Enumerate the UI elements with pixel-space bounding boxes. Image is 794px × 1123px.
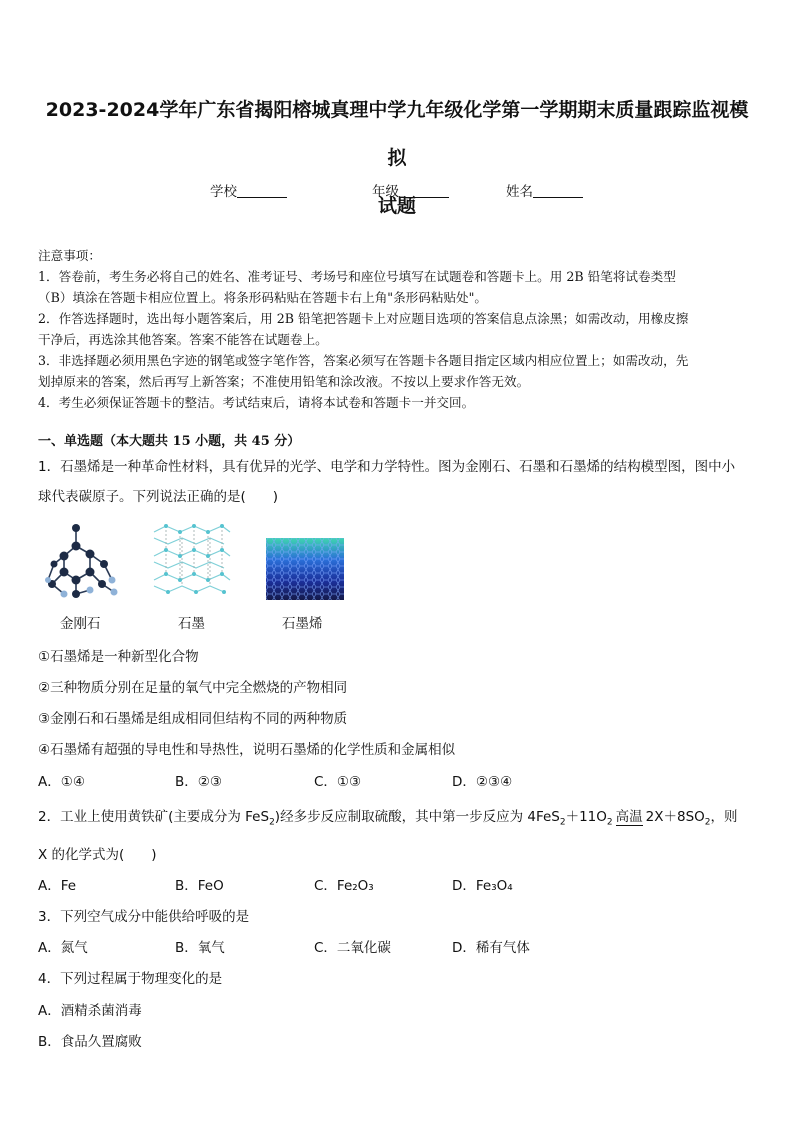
name-blank[interactable] (533, 183, 583, 198)
q2-options (38, 874, 758, 896)
title-line-1: 2023-2024学年广东省揭阳榕城真理中学九年级化学第一学期期末质量跟踪监视模拟 (45, 99, 749, 169)
q2-option-c[interactable]: C．Fe₂O₃ (314, 878, 374, 894)
notes-block (38, 245, 758, 413)
notes-line: （B）填涂在答题卡相应位置上。将条形码粘贴在答题卡右上角"条形码粘贴处"。 (38, 290, 488, 305)
q2-sub: 2 (269, 817, 275, 828)
school-blank[interactable] (237, 183, 287, 198)
notes-line: 1．答卷前，考生务必将自己的姓名、准考证号、考场号和座位号填写在试题卷和答题卡上。用 2B 铅笔将试卷类型 (38, 269, 676, 284)
q2-text-mid: )经多步反应制取硫酸，其中第一步反应为 4FeS (274, 809, 560, 825)
question-2-stem (38, 805, 758, 828)
figure-label-graphite: 石墨 (178, 616, 205, 632)
page-title (40, 86, 754, 230)
q2-line-2: X 的化学式为( ) (38, 847, 157, 863)
section-heading: 一、单选题（本大题共 15 小题，共 45 分） (38, 434, 301, 449)
figure-label-graphene: 石墨烯 (282, 616, 323, 632)
reaction-condition: 高温 (615, 809, 643, 825)
q1-statement-3: ③金刚石和石墨烯是组成相同但结构不同的两种物质 (38, 711, 348, 727)
notes-line: 3．非选择题必须用黑色字迹的钢笔或签字笔作答，答案必须写在答题卡各题目指定区域内相应位置上；如需改动，先 (38, 353, 689, 368)
grade-field[interactable] (372, 180, 449, 200)
grade-label: 年级 (372, 184, 399, 200)
q2-text-post: 2X＋8SO (645, 809, 705, 825)
q1-option-a[interactable]: A．①④ (38, 774, 85, 790)
q2-option-b[interactable]: B．FeO (175, 878, 224, 894)
q3-option-a[interactable]: A．氮气 (38, 940, 88, 956)
notes-line: 2．作答选择题时，选出每小题答案后，用 2B 铅笔把答题卡上对应题目选项的答案信息点涂黑；如需改动，用橡皮擦 (38, 311, 689, 326)
q1-option-d[interactable]: D．②③④ (452, 774, 513, 790)
school-label: 学校 (210, 184, 237, 200)
q2-text-tail: ，则 (710, 809, 738, 825)
q1-line-2: 球代表碳原子。下列说法正确的是( ) (38, 489, 279, 505)
q2-sub: 2 (606, 817, 613, 828)
grade-blank[interactable] (399, 183, 449, 198)
q2-option-d[interactable]: D．Fe₃O₄ (452, 878, 513, 894)
q1-options (38, 770, 758, 792)
title-line-2: 试题 (377, 195, 416, 217)
q1-statement-2: ②三种物质分别在足量的氧气中完全燃烧的产物相同 (38, 680, 348, 696)
q1-line-1: 1．石墨烯是一种革命性材料，具有优异的光学、电学和力学特性。图为金刚石、石墨和石墨烯的结构模型图，图中小 (38, 459, 736, 475)
q1-statement-1: ①石墨烯是一种新型化合物 (38, 649, 199, 665)
graphite-structure-image (150, 522, 232, 600)
notes-line: 划掉原来的答案，然后再写上新答案；不准使用铅笔和涂改液。不按以上要求作答无效。 (38, 374, 530, 389)
question-4-stem: 4．下列过程属于物理变化的是 (38, 971, 223, 987)
q4-option-b[interactable]: B．食品久置腐败 (38, 1034, 142, 1050)
q3-option-c[interactable]: C．二氧化碳 (314, 940, 391, 956)
figure-label-diamond: 金刚石 (60, 616, 101, 632)
graphene-structure-image (266, 538, 344, 600)
name-field[interactable] (506, 180, 583, 200)
q2-sub: 2 (559, 817, 566, 828)
q1-option-b[interactable]: B．②③ (175, 774, 222, 790)
question-1-stem (38, 452, 760, 512)
name-label: 姓名 (506, 184, 533, 200)
notes-line: 干净后，再选涂其他答案。答案不能答在试题卷上。 (38, 332, 328, 347)
notes-line: 4．考生必须保证答题卡的整洁。考试结束后，请将本试卷和答题卡一并交回。 (38, 395, 475, 410)
q2-text-plus: ＋11O (565, 809, 607, 825)
q2-sub: 2 (704, 817, 711, 828)
q1-option-c[interactable]: C．①③ (314, 774, 362, 790)
notes-heading: 注意事项： (38, 248, 101, 263)
question-3-stem: 3．下列空气成分中能供给呼吸的是 (38, 909, 250, 925)
q4-option-a[interactable]: A．酒精杀菌消毒 (38, 1003, 142, 1019)
q3-option-d[interactable]: D．稀有气体 (452, 940, 530, 956)
school-field[interactable] (210, 180, 287, 200)
q3-option-b[interactable]: B．氧气 (175, 940, 225, 956)
q2-text-pre: 2．工业上使用黄铁矿(主要成分为 FeS (38, 809, 270, 825)
q2-option-a[interactable]: A．Fe (38, 878, 77, 894)
q3-options (38, 936, 758, 958)
q1-statement-4: ④石墨烯有超强的导电性和导热性，说明石墨烯的化学性质和金属相似 (38, 742, 456, 758)
diamond-structure-image (42, 520, 124, 602)
